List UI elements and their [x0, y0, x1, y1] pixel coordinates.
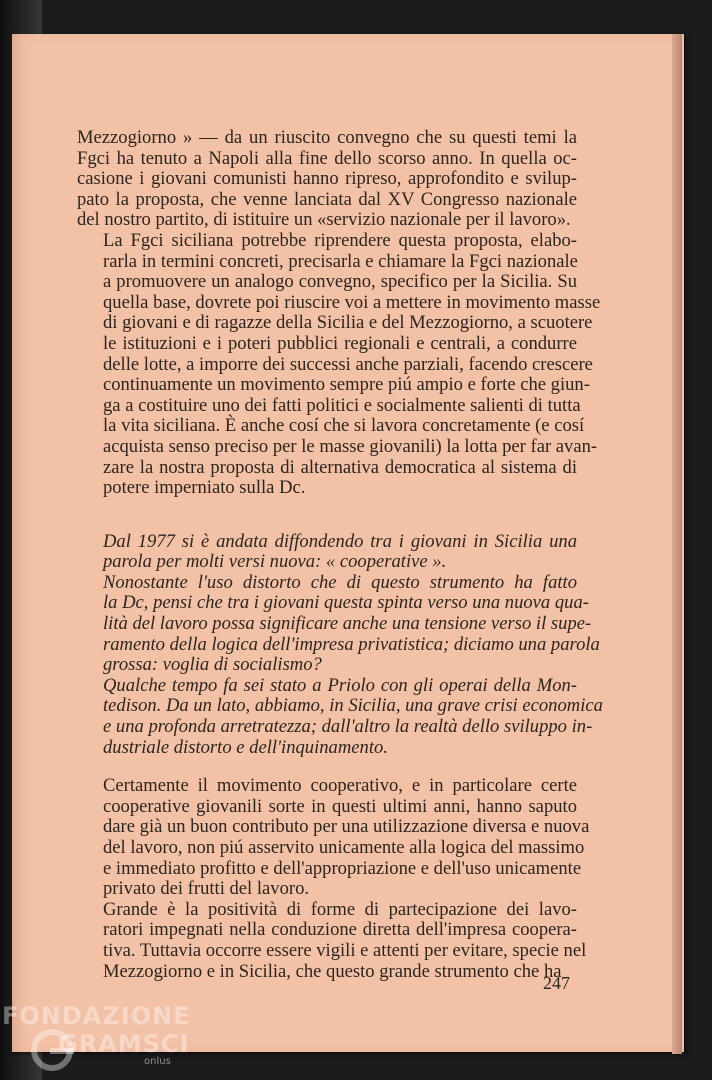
text-line: tedison. Da un lato, abbiamo, in Sicilia, una grave crisi economica: [103, 695, 603, 717]
text-line: pato la proposta, che venne lanciata dal XV Congresso nazionale: [77, 188, 577, 210]
text-line: parola per molti versi nuova: « cooperative ».: [103, 551, 447, 573]
text-line: e immediato profitto e dell'appropriazione e dell'uso unicamente: [103, 857, 582, 879]
text-line: la vita siciliana. È anche cosí che si lavora concretamente (e cosí: [103, 415, 585, 437]
text-line: cooperative giovanili sorte in questi ultimi anni, hanno saputo: [103, 795, 577, 817]
text-line: delle lotte, a imporre dei successi anche parziali, facendo crescere: [103, 353, 593, 375]
text-line: Dal 1977 si è andata diffondendo tra i giovani in Sicilia una: [103, 530, 577, 552]
text-line: tiva. Tuttavia occorre essere vigili e attenti per evitare, specie nel: [103, 939, 587, 961]
text-line: ga a costituire uno dei fatti politici e socialmente salienti di tutta: [103, 394, 581, 416]
interview-answer: [77, 775, 590, 982]
text-line: la Dc, pensi che tra i giovani questa spinta verso una nuova qua-: [103, 592, 589, 614]
text-line: del nostro partito, di istituire un «servizio nazionale per il lavoro».: [77, 209, 571, 231]
text-line: casione i giovani comunisti hanno ripreso, approfondito e svilup-: [77, 168, 577, 190]
paragraph-fgci-proposal: [77, 229, 601, 499]
page-text-block: [77, 127, 603, 982]
interview-question: [77, 530, 603, 759]
text-line: potere imperniato sulla Dc.: [103, 477, 306, 499]
text-line: di giovani e di ragazze della Sicilia e del Mezzogiorno, a scuotere: [103, 312, 593, 334]
text-line: Certamente il movimento cooperativo, e in particolare certe: [103, 775, 577, 797]
text-line: del lavoro, non piú asservito unicamente alla logica del massimo: [103, 837, 585, 858]
text-line: ratori impegnati nella conduzione diretta dell'impresa coopera-: [103, 919, 577, 941]
answer-paragraph: [77, 898, 587, 982]
text-line: Fgci ha tenuto a Napoli alla fine dello scorso anno. In quella oc-: [77, 147, 577, 169]
text-line: rarla in termini concreti, precisarla e chiamare la Fgci nazionale: [103, 250, 578, 272]
watermark-onlus: onlus: [144, 1056, 171, 1067]
text-line: dustriale distorto e dell'inquinamento.: [103, 736, 388, 758]
text-line: Mezzogiorno e in Sicilia, che questo grande strumento che ha: [103, 960, 562, 982]
text-line: ramento della logica dell'impresa privatistica; diciamo una parola: [103, 633, 600, 655]
text-line: acquista senso preciso per le masse giovanili) la lotta per far avan-: [103, 435, 598, 457]
text-line: e una profonda arretratezza; dall'altro la realtà dello sviluppo in-: [103, 716, 593, 738]
text-line: lità del lavoro possa significare anche una tensione verso il supe-: [103, 613, 592, 635]
text-line: zare la nostra proposta di alternativa democratica al sistema di: [103, 456, 577, 478]
watermark-subtitle: GRAMSCI: [58, 1030, 190, 1058]
text-line: grossa: voglia di socialismo?: [103, 654, 322, 676]
watermark-title: FONDAZIONE: [2, 1002, 191, 1030]
paragraph-intro: [77, 128, 577, 231]
text-line: La Fgci siciliana potrebbe riprendere questa proposta, elabo-: [103, 229, 577, 251]
page-edge: [672, 34, 682, 1054]
question-paragraph: [77, 674, 603, 758]
text-line: quella base, dovrete poi riuscire voi a mettere in movimento masse: [103, 291, 601, 313]
text-line: Mezzogiorno » — da un riuscito convegno che su questi temi la: [77, 127, 577, 148]
question-paragraph: [77, 532, 577, 573]
text-line: continuamente un movimento sempre piú ampio e forte che giun-: [103, 374, 590, 396]
text-line: Nonostante l'uso distorto che di questo strumento ha fatto: [103, 571, 577, 593]
text-line: privato dei frutti del lavoro.: [103, 878, 310, 900]
page-number: 247: [543, 973, 570, 993]
text-line: le istituzioni e i poteri pubblici regionali e centrali, a condurre: [103, 332, 577, 354]
question-paragraph: [77, 571, 600, 676]
answer-paragraph: [77, 775, 590, 900]
text-line: Qualche tempo fa sei stato a Priolo con gli operai della Mon-: [103, 674, 577, 696]
text-line: Grande è la positività di forme di partecipazione dei lavo-: [103, 898, 577, 920]
text-line: dare già un buon contributo per una utilizzazione diversa e nuova: [103, 816, 590, 838]
text-line: a promuovere un analogo convegno, specifico per la Sicilia. Su: [103, 271, 577, 293]
